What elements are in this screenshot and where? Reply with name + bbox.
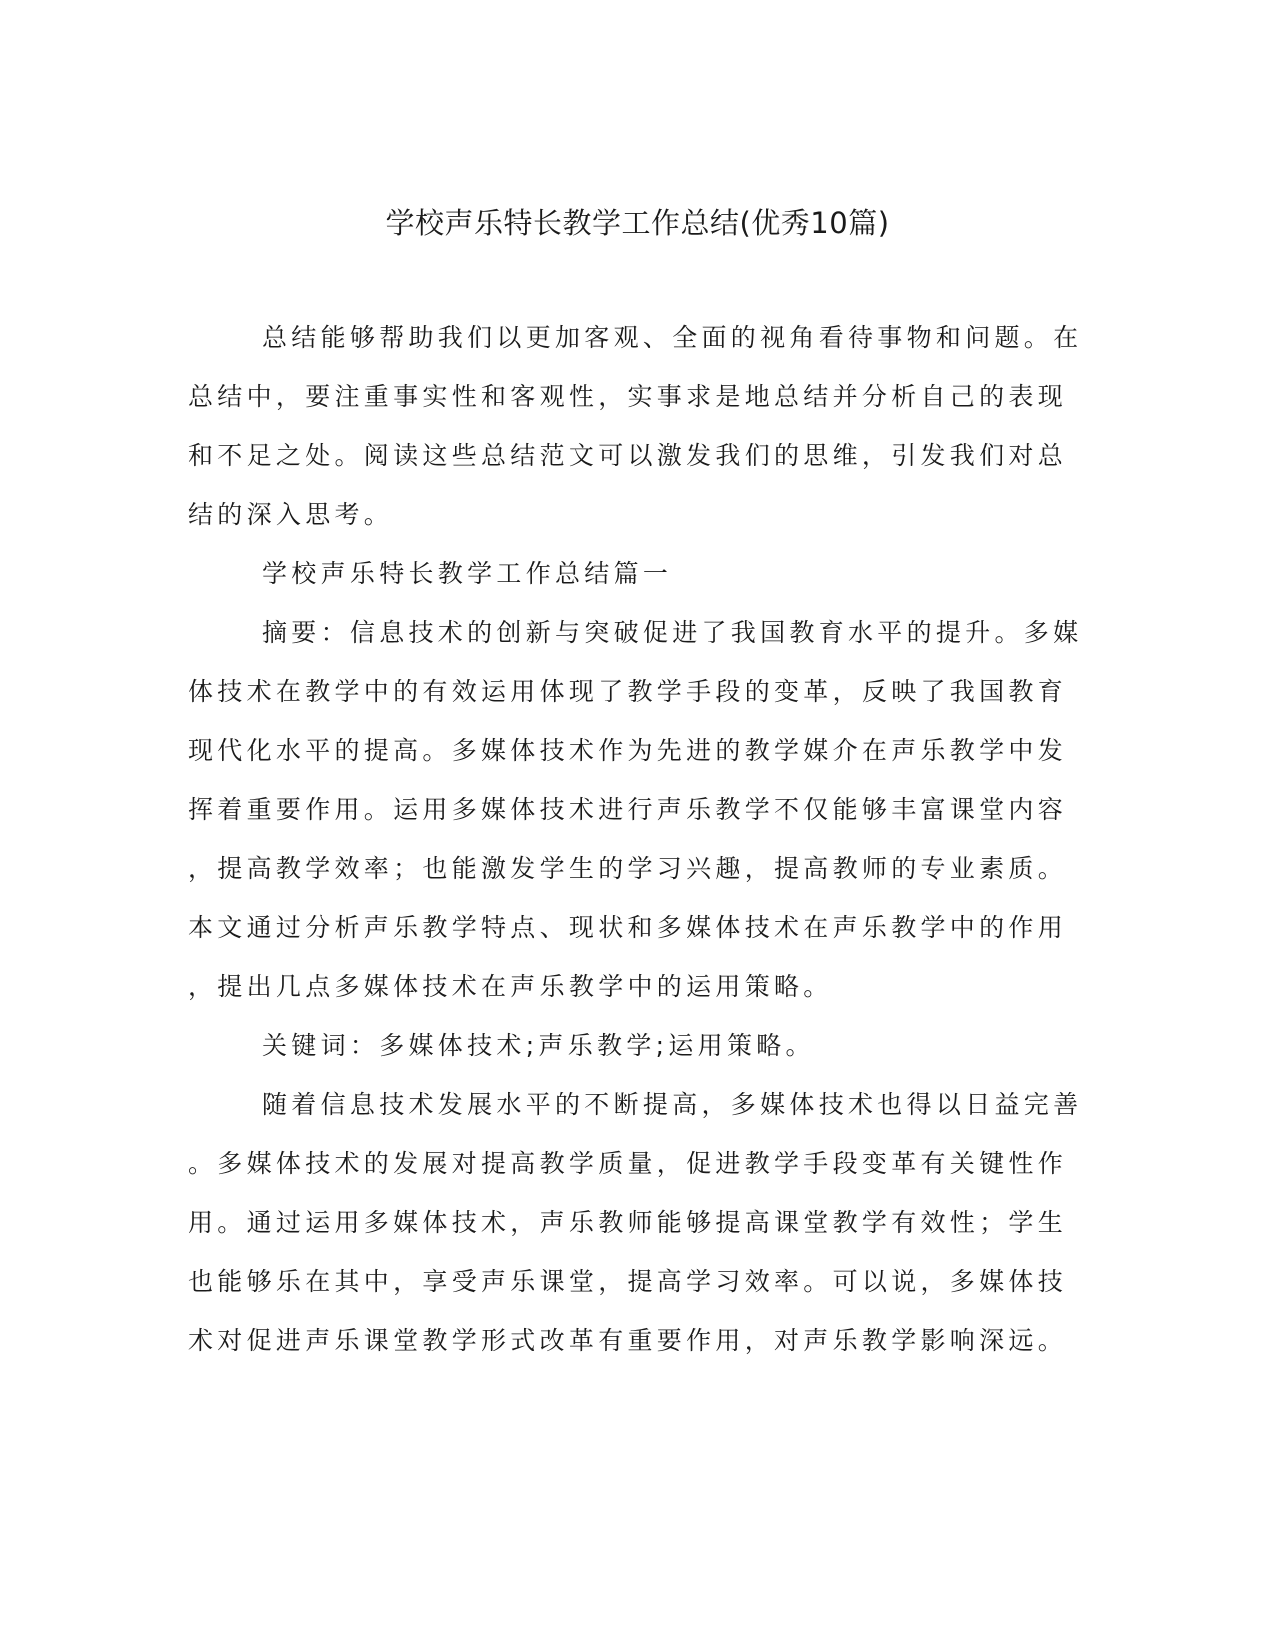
text-line-15: 。多媒体技术的发展对提高教学质量，促进教学手段变革有关键性作 — [188, 1149, 1068, 1178]
text-line-10: ，提高教学效率；也能激发学生的学习兴趣，提高教师的专业素质。 — [188, 854, 1068, 883]
text-line-18: 术对促进声乐课堂教学形式改革有重要作用，对声乐教学影响深远。 — [188, 1326, 1068, 1355]
text-line-7: 体技术在教学中的有效运用体现了教学手段的变革，反映了我国教育 — [188, 677, 1068, 706]
section-heading: 学校声乐特长教学工作总结篇一 — [262, 559, 673, 588]
text-line-11: 本文通过分析声乐教学特点、现状和多媒体技术在声乐教学中的作用 — [188, 913, 1068, 942]
text-line-1: 总结能够帮助我们以更加客观、全面的视角看待事物和问题。在 — [262, 323, 1083, 352]
text-line-6: 摘要：信息技术的创新与突破促进了我国教育水平的提升。多媒 — [262, 618, 1083, 647]
text-line-4: 结的深入思考。 — [188, 500, 394, 529]
text-line-17: 也能够乐在其中，享受声乐课堂，提高学习效率。可以说，多媒体技 — [188, 1267, 1068, 1296]
text-line-14: 随着信息技术发展水平的不断提高，多媒体技术也得以日益完善 — [262, 1090, 1083, 1119]
text-line-12: ，提出几点多媒体技术在声乐教学中的运用策略。 — [188, 972, 833, 1001]
text-line-2: 总结中，要注重事实性和客观性，实事求是地总结并分析自己的表现 — [188, 382, 1068, 411]
text-line-8: 现代化水平的提高。多媒体技术作为先进的教学媒介在声乐教学中发 — [188, 736, 1068, 765]
text-line-3: 和不足之处。阅读这些总结范文可以激发我们的思维，引发我们对总 — [188, 441, 1068, 470]
text-line-16: 用。通过运用多媒体技术，声乐教师能够提高课堂教学有效性；学生 — [188, 1208, 1068, 1237]
keywords-line: 关键词：多媒体技术;声乐教学;运用策略。 — [262, 1031, 815, 1060]
document-title: 学校声乐特长教学工作总结(优秀10篇) — [385, 206, 890, 240]
text-line-9: 挥着重要作用。运用多媒体技术进行声乐教学不仅能够丰富课堂内容 — [188, 795, 1068, 824]
